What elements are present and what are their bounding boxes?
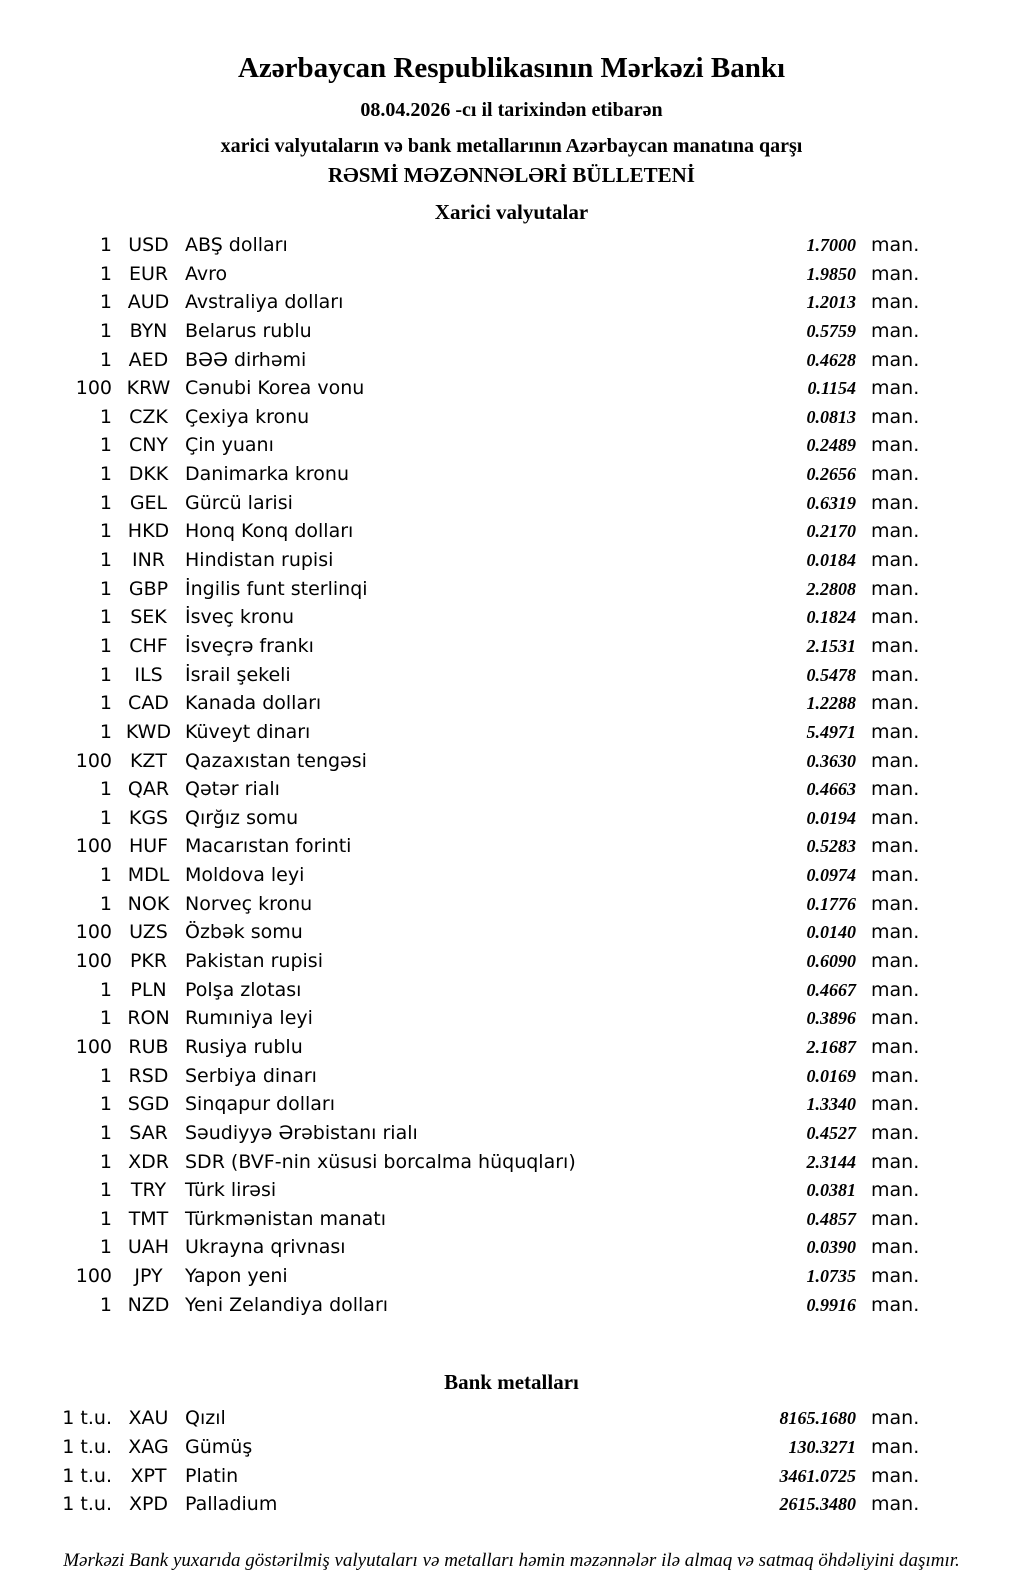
currency-code: KWD (125, 720, 172, 743)
currency-quantity: 1 (99, 720, 112, 743)
currency-name: Serbiya dinarı (185, 1064, 317, 1087)
currency-code: PLN (130, 978, 167, 1001)
currency-unit: man. (871, 864, 920, 887)
currency-code: NZD (127, 1293, 170, 1316)
currency-quantity: 1 (99, 463, 112, 486)
currency-rate: 0.6319 (806, 492, 856, 513)
currency-code: GEL (129, 491, 168, 514)
currency-row (0, 603, 1023, 632)
currency-rate: 0.4667 (806, 979, 856, 1000)
currency-name: ABŞ dolları (185, 234, 288, 256)
currency-rate: 0.2656 (806, 464, 856, 485)
bulletin-title: RƏSMİ MƏZƏNNƏLƏRİ BÜLLETENİ (328, 163, 695, 187)
currency-quantity: 1 (99, 978, 112, 1001)
currency-quantity: 1 (99, 1179, 112, 1202)
currency-rate: 1.2013 (806, 292, 856, 313)
currency-unit: man. (871, 1093, 920, 1116)
metal-unit: man. (871, 1407, 920, 1430)
currency-row (0, 1033, 1023, 1062)
currency-quantity: 1 (99, 319, 112, 342)
currency-rate: 1.2288 (806, 693, 856, 714)
currency-rate: 2.3144 (806, 1151, 856, 1172)
currency-unit: man. (871, 319, 920, 342)
currency-rate: 0.1776 (806, 893, 856, 914)
currency-quantity: 1 (99, 1121, 112, 1144)
currency-code: SAR (129, 1121, 168, 1144)
currency-row (0, 1205, 1023, 1234)
currency-quantity: 100 (75, 921, 112, 944)
disclaimer-note: Mərkəzi Bank yuxarıda göstərilmiş valyutaları və metalları həmin məzənnələr ilə almaq və satmaq öhdəliyini daşımır. (63, 1549, 960, 1571)
subject-line: xarici valyutaların və bank metallarının Azərbaycan manatına qarşı (220, 135, 803, 157)
currency-code: NOK (127, 892, 170, 915)
metal-name: Gümüş (185, 1435, 253, 1458)
currency-code: HUF (128, 835, 169, 858)
currency-unit: man. (871, 606, 920, 629)
currency-unit: man. (871, 234, 920, 256)
currency-code: DKK (128, 463, 169, 486)
currency-row (0, 861, 1023, 890)
currency-rate: 0.2489 (806, 435, 856, 456)
currency-row (0, 403, 1023, 432)
currency-code: PKR (129, 950, 168, 973)
currency-row (0, 231, 1023, 260)
currency-rate: 0.4663 (806, 779, 856, 800)
currency-name: Çin yuanı (185, 434, 274, 457)
currency-code: AUD (127, 291, 170, 314)
currency-name: Pakistan rupisi (185, 950, 323, 973)
currency-name: Avstraliya dolları (185, 291, 344, 314)
currency-row (0, 947, 1023, 976)
currency-name: Kanada dolları (185, 692, 322, 715)
currency-unit: man. (871, 634, 920, 657)
currency-row (0, 632, 1023, 661)
currency-rate: 0.4857 (806, 1208, 856, 1229)
metal-row (0, 1433, 1023, 1462)
currency-unit: man. (871, 1236, 920, 1259)
currency-unit: man. (871, 892, 920, 915)
currency-rate: 1.7000 (806, 235, 856, 255)
currency-unit: man. (871, 348, 920, 371)
metal-code: XPD (128, 1493, 169, 1516)
currency-unit: man. (871, 663, 920, 686)
currency-rate: 0.0184 (806, 550, 856, 571)
currency-name: Norveç kronu (185, 892, 313, 915)
currency-unit: man. (871, 1064, 920, 1087)
currency-quantity: 1 (99, 491, 112, 514)
currency-name: Türkmənistan manatı (185, 1207, 387, 1230)
currency-name: İsrail şekeli (185, 663, 291, 686)
currency-name: Cənubi Korea vonu (185, 377, 365, 400)
currency-name: Rumıniya leyi (185, 1007, 313, 1030)
metal-quantity: 1 t.u. (62, 1493, 112, 1516)
currency-quantity: 1 (99, 806, 112, 829)
currency-name: Belarus rublu (185, 319, 312, 342)
currency-row (0, 718, 1023, 747)
currency-code: KRW (126, 377, 171, 400)
currency-quantity: 100 (75, 950, 112, 973)
metals-table (0, 1404, 1023, 1519)
currency-name: Hindistan rupisi (185, 549, 334, 572)
currency-unit: man. (871, 1207, 920, 1230)
currency-unit: man. (871, 778, 920, 801)
currency-row (0, 1090, 1023, 1119)
currency-unit: man. (871, 291, 920, 314)
metal-row (0, 1404, 1023, 1433)
currency-rate: 0.4628 (806, 349, 856, 370)
currency-unit: man. (871, 950, 920, 973)
currency-row (0, 460, 1023, 489)
currency-rate: 0.3630 (806, 750, 856, 771)
currency-quantity: 1 (99, 864, 112, 887)
currency-unit: man. (871, 463, 920, 486)
currency-name: Çexiya kronu (185, 405, 310, 428)
currency-code: RSD (128, 1064, 169, 1087)
metal-rate: 8165.1680 (779, 1408, 856, 1429)
currency-code: CNY (128, 434, 169, 457)
currency-name: Ukrayna qrivnası (185, 1236, 346, 1259)
currency-name: Honq Konq dolları (185, 520, 354, 543)
currency-quantity: 1 (99, 262, 112, 285)
currency-unit: man. (871, 1121, 920, 1144)
currency-quantity: 1 (99, 778, 112, 801)
currency-rate: 0.9916 (806, 1294, 856, 1315)
currency-code: TRY (130, 1179, 167, 1202)
currency-row (0, 374, 1023, 403)
currency-unit: man. (871, 405, 920, 428)
currency-code: XDR (128, 1150, 169, 1173)
currency-code: RUB (128, 1035, 169, 1058)
currency-row (0, 918, 1023, 947)
currency-row (0, 546, 1023, 575)
currency-quantity: 1 (99, 606, 112, 629)
metal-rate: 3461.0725 (779, 1465, 856, 1486)
currency-quantity: 1 (99, 1293, 112, 1316)
currency-row (0, 489, 1023, 518)
currency-code: KGS (128, 806, 169, 829)
currency-name: Özbək somu (185, 921, 303, 944)
currency-row (0, 1291, 1023, 1320)
currency-code: ILS (134, 663, 163, 686)
currency-code: UZS (129, 921, 168, 944)
currency-quantity: 1 (99, 291, 112, 314)
metal-quantity: 1 t.u. (62, 1435, 112, 1458)
currency-unit: man. (871, 978, 920, 1001)
currency-rate: 0.6090 (806, 951, 856, 972)
metal-rate: 2615.3480 (779, 1494, 856, 1515)
metal-quantity: 1 t.u. (62, 1464, 112, 1487)
currency-name: Rusiya rublu (185, 1035, 303, 1058)
currency-unit: man. (871, 577, 920, 600)
currency-name: Gürcü larisi (185, 491, 293, 514)
currency-quantity: 100 (75, 1035, 112, 1058)
currency-name: Moldova leyi (185, 864, 305, 887)
currency-quantity: 100 (75, 749, 112, 772)
currency-unit: man. (871, 1007, 920, 1030)
currency-rate: 0.0194 (806, 807, 856, 828)
metal-unit: man. (871, 1435, 920, 1458)
currency-unit: man. (871, 1035, 920, 1058)
currency-code: EUR (128, 262, 169, 285)
currency-name: Türk lirəsi (185, 1179, 277, 1202)
currency-code: CHF (129, 634, 168, 657)
currency-name: Qırğız somu (185, 806, 299, 829)
currency-quantity: 100 (75, 835, 112, 858)
currency-unit: man. (871, 1265, 920, 1288)
currency-rate: 0.3896 (806, 1008, 856, 1029)
currency-name: Danimarka kronu (185, 463, 350, 486)
currency-code: MDL (127, 864, 170, 887)
currency-row (0, 890, 1023, 919)
currency-rate: 0.1154 (807, 378, 856, 399)
currency-code: UAH (127, 1236, 170, 1259)
currency-row (0, 976, 1023, 1005)
currency-name: Avro (185, 262, 228, 285)
currency-unit: man. (871, 520, 920, 543)
metal-unit: man. (871, 1464, 920, 1487)
currency-row (0, 689, 1023, 718)
currency-name: BƏƏ dirhəmi (185, 348, 307, 371)
currency-quantity: 1 (99, 549, 112, 572)
currency-code: USD (128, 234, 169, 256)
currency-name: Yapon yeni (185, 1265, 288, 1288)
currency-code: GBP (128, 577, 169, 600)
currency-rate: 0.5478 (806, 664, 856, 685)
currency-code: KZT (129, 749, 168, 772)
currency-code: TMT (128, 1207, 169, 1230)
currency-quantity: 1 (99, 1207, 112, 1230)
currency-unit: man. (871, 549, 920, 572)
currency-row (0, 1176, 1023, 1205)
currency-unit: man. (871, 1293, 920, 1316)
metal-name: Qızıl (185, 1407, 226, 1430)
currency-row (0, 1004, 1023, 1033)
currency-name: Səudiyyə Ərəbistanı rialı (185, 1121, 418, 1144)
currency-code: AED (128, 348, 169, 371)
currency-quantity: 100 (75, 1265, 112, 1288)
currency-rate: 0.5759 (806, 320, 856, 341)
currency-unit: man. (871, 491, 920, 514)
currency-quantity: 100 (75, 377, 112, 400)
currency-quantity: 1 (99, 405, 112, 428)
currency-quantity: 1 (99, 520, 112, 543)
currency-unit: man. (871, 835, 920, 858)
currency-code: SGD (127, 1093, 170, 1116)
currency-rate: 2.2808 (806, 578, 856, 599)
currency-rate: 0.2170 (806, 521, 856, 542)
currency-code: HKD (127, 520, 170, 543)
metal-code: XPT (130, 1464, 167, 1487)
currency-quantity: 1 (99, 348, 112, 371)
currency-quantity: 1 (99, 892, 112, 915)
currency-row (0, 1233, 1023, 1262)
currency-rate: 0.0381 (806, 1180, 856, 1201)
currency-name: Qazaxıstan tengəsi (185, 749, 367, 772)
currency-name: Yeni Zelandiya dolları (185, 1293, 389, 1316)
currency-row (0, 804, 1023, 833)
currency-unit: man. (871, 720, 920, 743)
currency-unit: man. (871, 262, 920, 285)
currency-rate: 2.1531 (806, 635, 856, 656)
currency-name: Qətər rialı (185, 778, 280, 801)
currency-row (0, 575, 1023, 604)
metal-name: Palladium (185, 1493, 278, 1516)
currency-code: RON (127, 1007, 170, 1030)
currency-code: QAR (127, 778, 170, 801)
currency-name: SDR (BVF-nin xüsusi borcalma hüquqları) (185, 1150, 576, 1173)
currency-unit: man. (871, 921, 920, 944)
currency-row (0, 260, 1023, 289)
currency-row (0, 317, 1023, 346)
currency-code: CZK (129, 405, 168, 428)
currency-rate: 0.0140 (806, 922, 856, 943)
currency-rate: 0.0390 (806, 1237, 856, 1258)
metal-unit: man. (871, 1493, 920, 1516)
currency-code: INR (131, 549, 166, 572)
currency-row (0, 1062, 1023, 1091)
currency-code: CAD (128, 692, 169, 715)
currency-name: Küveyt dinarı (185, 720, 311, 743)
metal-row (0, 1490, 1023, 1519)
currencies-table (0, 231, 1023, 1319)
currency-quantity: 1 (99, 577, 112, 600)
currency-unit: man. (871, 377, 920, 400)
currency-code: JPY (134, 1265, 163, 1288)
currency-quantity: 1 (99, 1064, 112, 1087)
bank-name-title: Azərbaycan Respublikasının Mərkəzi Bankı (237, 52, 786, 84)
currency-quantity: 1 (99, 692, 112, 715)
metal-code: XAG (128, 1435, 169, 1458)
currency-rate: 0.1824 (806, 607, 856, 628)
currency-row (0, 661, 1023, 690)
currency-name: Sinqapur dolları (185, 1093, 336, 1116)
currency-rate: 1.0735 (806, 1266, 856, 1287)
metal-row (0, 1462, 1023, 1491)
currency-row (0, 288, 1023, 317)
currency-quantity: 1 (99, 1150, 112, 1173)
currency-row (0, 517, 1023, 546)
currency-code: BYN (129, 319, 168, 342)
currency-unit: man. (871, 806, 920, 829)
currencies-section-title: Xarici valyutalar (434, 200, 589, 224)
currency-rate: 2.1687 (806, 1036, 856, 1057)
currency-rate: 0.0169 (806, 1065, 856, 1086)
currency-unit: man. (871, 1179, 920, 1202)
effective-date-line: 08.04.2026 -cı il tarixindən etibarən (360, 99, 663, 121)
metal-rate: 130.3271 (788, 1436, 856, 1457)
currency-unit: man. (871, 1150, 920, 1173)
currency-code: SEK (130, 606, 167, 629)
currency-quantity: 1 (99, 434, 112, 457)
currency-row (0, 1119, 1023, 1148)
currency-row (0, 775, 1023, 804)
currency-name: Macarıstan forinti (185, 835, 352, 858)
metal-name: Platin (185, 1464, 239, 1487)
currency-name: İsveçrə frankı (185, 634, 314, 657)
currency-rate: 0.0974 (806, 865, 856, 886)
currency-row (0, 346, 1023, 375)
currency-rate: 1.9850 (806, 263, 856, 284)
currency-row (0, 431, 1023, 460)
currency-rate: 5.4971 (806, 721, 856, 742)
currency-row (0, 1262, 1023, 1291)
currency-row (0, 747, 1023, 776)
currency-quantity: 1 (99, 1007, 112, 1030)
currency-row (0, 832, 1023, 861)
currency-row (0, 1148, 1023, 1177)
currency-rate: 0.5283 (806, 836, 856, 857)
currency-name: İngilis funt sterlinqi (185, 577, 368, 600)
metal-quantity: 1 t.u. (62, 1407, 112, 1430)
currency-quantity: 1 (99, 234, 112, 256)
currency-quantity: 1 (99, 634, 112, 657)
currency-rate: 0.4527 (806, 1122, 856, 1143)
metal-code: XAU (128, 1407, 169, 1430)
currency-unit: man. (871, 434, 920, 457)
currency-quantity: 1 (99, 1236, 112, 1259)
currency-name: Polşa zlotası (185, 978, 302, 1001)
currency-quantity: 1 (99, 1093, 112, 1116)
currency-name: İsveç kronu (185, 606, 295, 629)
currency-rate: 0.0813 (806, 406, 856, 427)
currency-quantity: 1 (99, 663, 112, 686)
currency-unit: man. (871, 749, 920, 772)
metals-section-title: Bank metalları (444, 1370, 579, 1395)
currency-unit: man. (871, 692, 920, 715)
currency-rate: 1.3340 (806, 1094, 856, 1115)
